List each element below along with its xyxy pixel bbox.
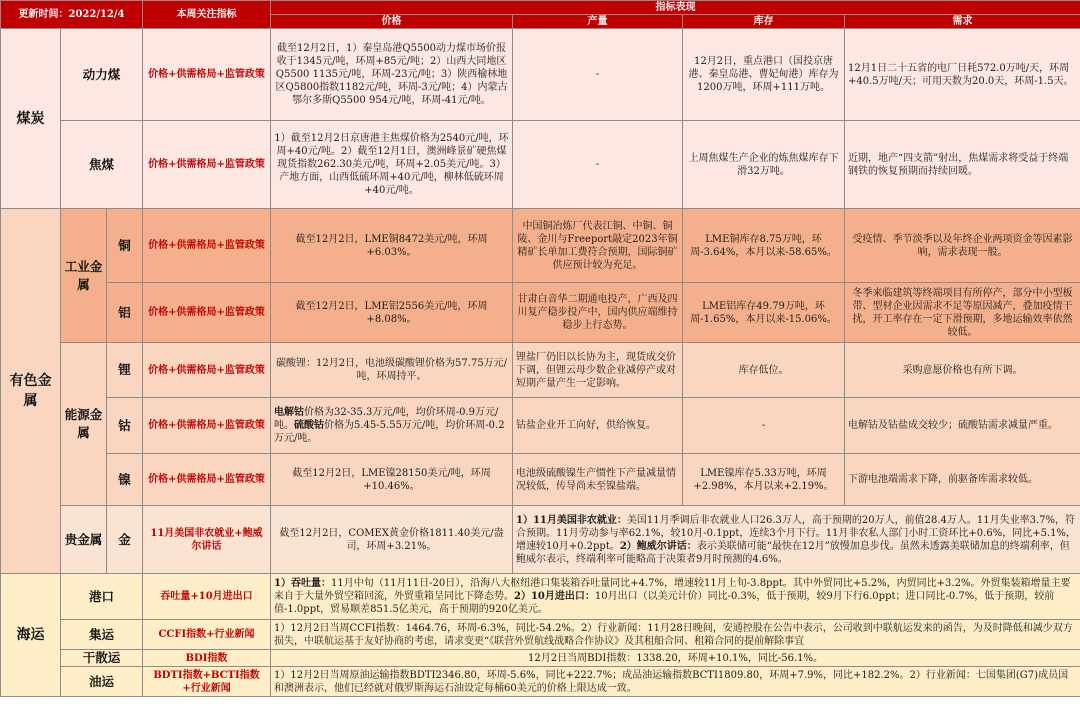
cobalt-label: 钴: [107, 398, 143, 454]
inventory-column-header: 库存: [683, 15, 845, 29]
coking-coal-label: 焦煤: [61, 121, 143, 209]
nickel-production: 电池级硫酸镍生产惯性下产量减量情况较低，传导尚未至镍盐端。: [513, 454, 683, 506]
aluminum-label: 铝: [107, 283, 143, 343]
cobalt-inventory: -: [683, 398, 845, 454]
electrolytic-cobalt-label: 电解钴: [274, 407, 305, 418]
gold-label: 金: [107, 506, 143, 574]
trade-text: 10月出口（以美元计价）同比-0.3%，低于预期，较9月下行6.0ppt；进口同比-0.7%，低于预期，较前值-1.0ppt，贸易顺差851.5亿美元，高于预期的920亿美元。: [274, 591, 1055, 615]
thermal-coal-label: 动力煤: [61, 29, 143, 121]
update-time: 更新时间：2022/12/4: [1, 1, 143, 29]
electrolytic-cobalt-price: 价格为32-35.3万元/吨，均价环周-0.9万元/吨。: [274, 407, 499, 431]
nickel-label: 镍: [107, 454, 143, 506]
energy-metals-group: 能源金属: [61, 343, 107, 506]
table-row: [1, 574, 1080, 620]
powell-speech-text: 表示美联储可能“最快在12月”放慢加息步伐。虽然未透露美联储加息的终端利率，但鲍威尔表示，终端利率可能略高于决策者9月时预测的4.6%。: [516, 540, 1070, 565]
table-row: [1, 667, 1080, 697]
dry-bulk-commentary: 12月2日当周BDI指数：1338.20，环周+10.1%，同比-56.1%。: [271, 650, 1080, 667]
copper-production: 中国铜冶炼厂代表江铜、中铜、铜陵、金川与Freeport敲定2023年铜精矿长单加工费符合预期，国际铜矿供应预计较为充足。: [513, 209, 683, 283]
thermal-coal-inventory: 12月2日，重点港口（国投京唐港、秦皇岛港、曹妃甸港）库存为1200万吨，环周+111万吨。: [683, 29, 845, 121]
industrial-metals-group: 工业金属: [61, 209, 107, 343]
dry-bulk-label: 干散运: [61, 650, 143, 667]
copper-demand: 受疫情、季节淡季以及年终企业两项资金等因素影响，需求表现一般。: [845, 209, 1080, 283]
price-column-header: 价格: [271, 15, 513, 29]
port-indicator: 吞吐量+10月进出口: [143, 574, 271, 620]
aluminum-demand: 冬季来临建筑等终端项目有所停产，部分中小型板带、型材企业因需求不足等原因减产，叠加疫情干扰，开工率存在一定下滑预期，多地运输效率依然较低。: [845, 283, 1080, 343]
table-row: [1, 209, 1080, 283]
category-nonferrous: 有色金属: [1, 209, 61, 574]
coking-coal-production: -: [513, 121, 683, 209]
copper-indicator: 价格+供需格局+监管政策: [143, 209, 271, 283]
nonfarm-text: 美国11月季调后非农就业人口26.3万人，高于预期的20万人，前值28.4万人。11月失业率3.7%，符合预期。11月劳动参与率62.1%，较10月-0.1ppt，连续3个月下行。11月非农私人部门小时工资环比+0.6%，同比+5.1%，增速较10月+0.2ppt。: [516, 514, 1076, 552]
coking-coal-indicator: 价格+供需格局+监管政策: [143, 121, 271, 209]
thermal-coal-demand: 12月1日二十五省的电厂日耗572.0万吨/天，环周+40.5万吨/天；可用天数为20.0天，环周-1.5天。: [845, 29, 1080, 121]
port-label: 港口: [61, 574, 143, 620]
container-shipping-label: 集运: [61, 620, 143, 650]
category-coal: 煤炭: [1, 29, 61, 209]
thermal-coal-indicator: 价格+供需格局+监管政策: [143, 29, 271, 121]
table-row: [1, 343, 1080, 398]
coking-coal-inventory: 上周焦煤生产企业的炼焦煤库存下滑32万吨。: [683, 121, 845, 209]
oil-shipping-commentary: 1）12月2日当周原油运输指数BDTI2346.80，环周-5.6%，同比+222.7%；成品油运输指数BCTI1809.80，环周+7.9%，同比+182.2%。2）行业新闻：七国集团(G7)成员国和澳洲表示，他们已经就对俄罗斯海运石油设定每桶60美元的价格上限达成一致。: [271, 667, 1080, 697]
production-column-header: 产量: [513, 15, 683, 29]
copper-label: 铜: [107, 209, 143, 283]
port-commentary: [271, 574, 1080, 620]
cobalt-sulfate-price: 价格为5.45-5.55万元/吨，均价环周-0.2万元/吨。: [274, 420, 505, 444]
cobalt-sulfate-label: 硫酸钴: [294, 420, 325, 431]
cobalt-production: 钴盐企业开工向好，供给恢复。: [513, 398, 683, 454]
container-shipping-commentary: 1）12月2日当周CCFI指数：1464.76，环周-6.3%，同比-54.2%。2）行业新闻：11月28日晚间，安通控股在公告中表示，公司收到中联航运发来的函告，为及时降低和减少双方损失，中联航运基于友好协商的考虑，请求变更“《联营外贸航线战略合作协议》及其租船合同、租箱合同的提前解除事宜: [271, 620, 1080, 650]
dry-bulk-indicator: BDI指数: [143, 650, 271, 667]
lithium-demand: 采购意愿价格也有所下调。: [845, 343, 1080, 398]
coking-coal-price: 1）截至12月2日京唐港主焦煤价格为2540元/吨，环周+40元/吨。2）截至12月1日，澳洲峰景矿硬焦煤现货指数262.30美元/吨，环周+2.05美元/吨。3）产地方面，山西低硫环周+40元/吨，柳林低硫环周+40元/吨。: [271, 121, 513, 209]
nonfarm-label: 1）11月美国非农就业：: [516, 514, 627, 526]
lithium-label: 锂: [107, 343, 143, 398]
nickel-inventory: LME镍库存5.33万吨，环周+2.98%，本月以来+2.19%。: [683, 454, 845, 506]
table-row: [1, 650, 1080, 667]
throughput-text: 11月中旬（11月11日-20日），沿海八大枢纽港口集装箱吞吐量同比+4.7%，增速较11月上旬-3.8ppt。其中外贸同比+5.2%，内贸同比+3.2%。外贸集装箱增量主要来自于大量外贸空箱回流，外贸重箱呈同比下降态势。: [274, 578, 1071, 602]
table-row: [1, 29, 1080, 121]
performance-header: 指标表现: [271, 1, 1080, 15]
nickel-demand: 下游电池端需求下降，前驱备库需求较低。: [845, 454, 1080, 506]
category-shipping: 海运: [1, 574, 61, 697]
gold-price: 截至12月2日，COMEX黄金价格1811.40美元/盎司，环周+3.21%。: [271, 506, 513, 574]
coking-coal-demand: 近期，地产“四支箭”射出，焦煤需求将受益于终端钢铁的恢复预期而持续回暖。: [845, 121, 1080, 209]
cobalt-price: [271, 398, 513, 454]
trade-label: 2）10月进出口：: [514, 591, 595, 602]
oil-shipping-label: 油运: [61, 667, 143, 697]
demand-column-header: 需求: [845, 15, 1080, 29]
table-row: [1, 506, 1080, 574]
powell-speech-label: 2）鲍威尔讲话：: [619, 540, 697, 552]
aluminum-price: 截至12月2日，LME铝2556美元/吨，环周+8.08%。: [271, 283, 513, 343]
copper-inventory: LME铜库存8.75万吨，环周-3.64%，本月以来-58.65%。: [683, 209, 845, 283]
thermal-coal-production: -: [513, 29, 683, 121]
precious-metals-group: 贵金属: [61, 506, 107, 574]
gold-indicator: 11月美国非农就业+鲍威尔讲话: [143, 506, 271, 574]
lithium-inventory: 库存低位。: [683, 343, 845, 398]
lithium-price: 碳酸锂：12月2日，电池级碳酸锂价格为57.75万元/吨，环周持平。: [271, 343, 513, 398]
thermal-coal-price: 截至12月2日，1）秦皇岛港Q5500动力煤市场价报收于1345元/吨，环周+85元/吨；2）山西大同地区Q5500 1135元/吨，环周-23元/吨；3）陕西榆林地区Q5800指数1182元/吨，环周-3元/吨；4）内蒙古鄂尔多斯Q5500 954元/吨，环周-41元/吨。: [271, 29, 513, 121]
copper-price: 截至12月2日，LME铜8472美元/吨，环周+6.03%。: [271, 209, 513, 283]
nickel-price: 截至12月2日，LME镍28150美元/吨，环周+10.46%。: [271, 454, 513, 506]
table-row: [1, 620, 1080, 650]
indicator-column-header: 本周关注指标: [143, 1, 271, 29]
table-row: [1, 121, 1080, 209]
lithium-indicator: 价格+供需格局+监管政策: [143, 343, 271, 398]
cobalt-demand: 电解钴及钴盐成交较少；硫酸钴需求减量严重。: [845, 398, 1080, 454]
throughput-label: 1）吞吐量：: [274, 578, 331, 589]
aluminum-production: 甘肃白音华二期通电投产，广西及四川复产稳步投产中，国内供应端维持稳步上行态势。: [513, 283, 683, 343]
table-row: [1, 454, 1080, 506]
table-row: [1, 283, 1080, 343]
cobalt-indicator: 价格+供需格局+监管政策: [143, 398, 271, 454]
lithium-production: 锂盐厂仍旧以长协为主，现货成交价下调，但锂云母少数企业减停产或对短期产量产生一定影响。: [513, 343, 683, 398]
oil-shipping-indicator: BDTI指数+BCTI指数+行业新闻: [143, 667, 271, 697]
table-row: [1, 398, 1080, 454]
aluminum-inventory: LME铝库存49.79万吨，环周-1.65%，本月以来-15.06%。: [683, 283, 845, 343]
aluminum-indicator: 价格+供需格局+监管政策: [143, 283, 271, 343]
nickel-indicator: 价格+供需格局+监管政策: [143, 454, 271, 506]
container-shipping-indicator: CCFI指数+行业新闻: [143, 620, 271, 650]
gold-commentary: [513, 506, 1080, 574]
